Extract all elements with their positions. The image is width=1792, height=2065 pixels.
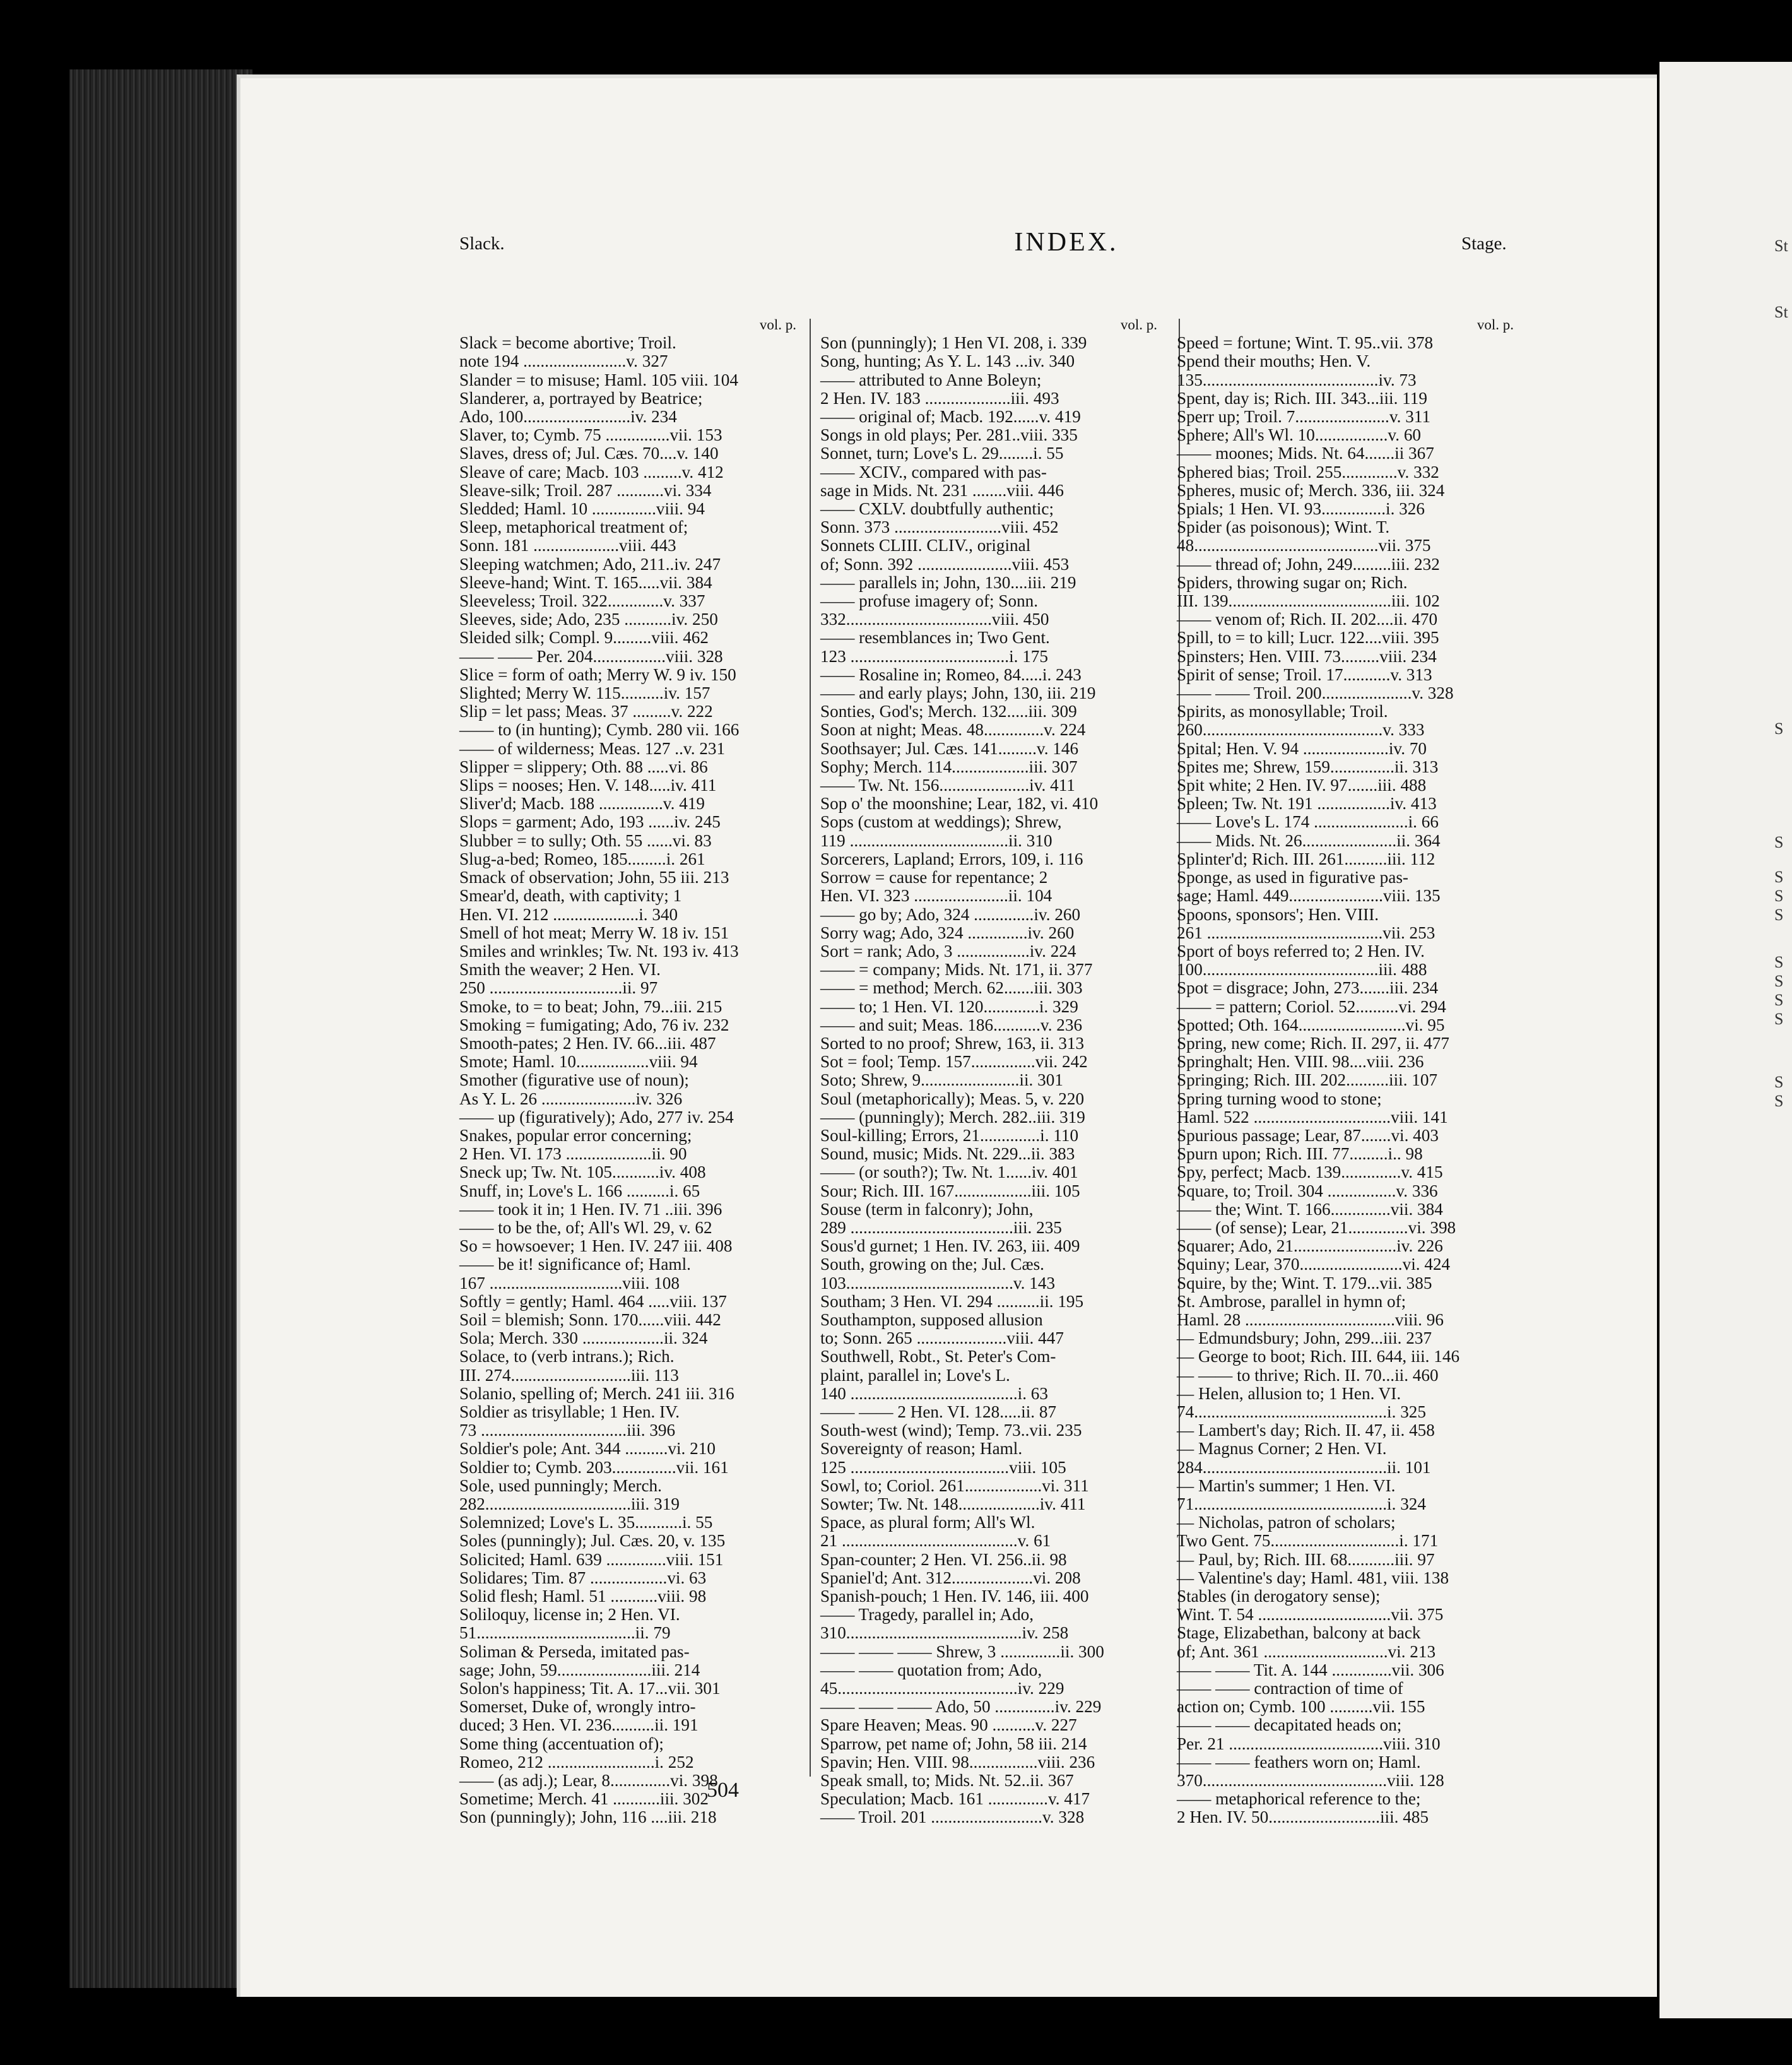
index-entry: Slanderer, a, portrayed by Beatrice;	[459, 388, 703, 408]
index-entry: Snakes, popular error concerning;	[459, 1125, 692, 1145]
index-entry: Soil = blemish; Sonn. 170......viii. 442	[459, 1310, 721, 1329]
index-entry: Soul-killing; Errors, 21..............i. 110	[820, 1125, 1079, 1145]
index-entry: —— profuse imagery of; Sonn.	[820, 591, 1039, 611]
index-entry: 71.............................................i. 324	[1177, 1494, 1426, 1513]
index-entry: Sort = rank; Ado, 3 .................iv. 224	[820, 941, 1076, 961]
index-entry: Spring, new come; Rich. II. 297, ii. 477	[1177, 1033, 1449, 1053]
index-entry: —— (of sense); Lear, 21..............vi. 398	[1177, 1217, 1456, 1237]
index-entry: —— = company; Mids. Nt. 171, ii. 377	[820, 960, 1093, 979]
index-entry: Smooth-pates; 2 Hen. IV. 66...iii. 487	[459, 1033, 716, 1053]
index-entry: Spirits, as monosyllable; Troil.	[1177, 702, 1388, 721]
index-entry: Some thing (accentuation of);	[459, 1734, 664, 1753]
index-entry: Slip = let pass; Meas. 37 .........v. 222	[459, 702, 713, 721]
index-entry: —— —— contraction of time of	[1177, 1679, 1403, 1698]
index-entry: Speed = fortune; Wint. T. 95..vii. 378	[1177, 333, 1434, 353]
index-entry: Ado, 100.........................iv. 234	[459, 407, 677, 427]
index-entry: Spy, perfect; Macb. 139..............v. 415	[1177, 1163, 1443, 1182]
index-entry: plaint, parallel in; Love's L.	[820, 1365, 1010, 1385]
index-entry: sage; John, 59......................iii. 214	[459, 1660, 700, 1679]
index-entry: Spit white; 2 Hen. IV. 97.......iii. 488	[1177, 776, 1427, 795]
index-entry: Sleeping watchmen; Ado, 211..iv. 247	[459, 554, 721, 574]
facing-page-letter: S	[1774, 972, 1784, 990]
index-entry: 261 .........................................vii. 253	[1177, 923, 1435, 942]
index-entry: Smoke, to = to beat; John, 79...iii. 215	[459, 997, 722, 1016]
index-entry: Spheres, music of; Merch. 336, iii. 324	[1177, 480, 1445, 500]
index-entry: Sleave of care; Macb. 103 .........v. 412	[459, 462, 724, 482]
index-entry: Slug-a-bed; Romeo, 185.........i. 261	[459, 849, 705, 868]
index-entry: Squiny; Lear, 370........................vi. 424	[1177, 1255, 1451, 1274]
index-entry: Solanio, spelling of; Merch. 241 iii. 316	[459, 1383, 734, 1403]
index-entry: Springhalt; Hen. VIII. 98....viii. 236	[1177, 1052, 1424, 1072]
index-entry: Sour; Rich. III. 167..................iii. 105	[820, 1181, 1080, 1200]
index-entry: Span-counter; 2 Hen. VI. 256..ii. 98	[820, 1549, 1067, 1569]
index-entry: —— —— —— Shrew, 3 ..............ii. 300	[820, 1642, 1104, 1661]
index-entry: —— —— Per. 204.................viii. 328	[459, 646, 723, 666]
index-entry: Spurious passage; Lear, 87.......vi. 403	[1177, 1125, 1439, 1145]
index-entry: Smith the weaver; 2 Hen. VI.	[459, 960, 661, 979]
index-entry: Spoons, sponsors'; Hen. VIII.	[1177, 904, 1379, 924]
index-entry: So = howsoever; 1 Hen. IV. 247 iii. 408	[459, 1236, 733, 1256]
index-entry: Slipper = slippery; Oth. 88 .....vi. 86	[459, 757, 708, 776]
index-entry: Soldier's pole; Ant. 344 ..........vi. 210	[459, 1439, 716, 1459]
index-entry: III. 274............................iii. 113	[459, 1365, 679, 1385]
index-entry: —— and early plays; John, 130, iii. 219	[820, 683, 1096, 703]
index-entry: Sledded; Haml. 10 ...............viii. 94	[459, 499, 705, 519]
index-entry: 310.........................................iv. 258	[820, 1623, 1069, 1643]
index-entry: of; Ant. 361 .............................vi. 213	[1177, 1642, 1436, 1661]
index-entry: —— and suit; Meas. 186...........v. 236	[820, 1015, 1083, 1034]
index-entry: 2 Hen. IV. 183 ....................iii. 493	[820, 388, 1059, 408]
index-entry: —— the; Wint. T. 166..............vii. 384	[1177, 1199, 1443, 1219]
index-entry: Spiders, throwing sugar on; Rich.	[1177, 572, 1408, 592]
index-entry: Solid flesh; Haml. 51 ...........viii. 98	[459, 1587, 707, 1606]
index-entry: — George to boot; Rich. III. 644, iii. 146	[1177, 1347, 1460, 1366]
index-entry: —— Love's L. 174 ......................i. 66	[1177, 812, 1439, 832]
index-entry: Solon's happiness; Tit. A. 17...vii. 301	[459, 1679, 721, 1698]
index-entry: Slice = form of oath; Merry W. 9 iv. 150	[459, 665, 736, 684]
index-entry: As Y. L. 26 ......................iv. 326	[459, 1089, 683, 1108]
facing-page-letter: S	[1774, 833, 1784, 851]
index-entry: 250 ...............................ii. 97	[459, 978, 658, 998]
index-entry: Souse (term in falconry); John,	[820, 1199, 1034, 1219]
index-entry: 125 .....................................viii. 105	[820, 1457, 1066, 1477]
facing-page-letter: S	[1774, 906, 1784, 924]
running-head-left: Slack.	[459, 234, 505, 254]
index-entry: Slaves, dress of; Jul. Cæs. 70....v. 140	[459, 444, 719, 463]
page-number: 504	[707, 1778, 739, 1802]
index-entry: —— of wilderness; Meas. 127 ..v. 231	[459, 738, 726, 758]
index-entry: Spavin; Hen. VIII. 98................viii. 236	[820, 1752, 1095, 1772]
index-entry: Slips = nooses; Hen. V. 148.....iv. 411	[459, 776, 717, 795]
index-entry: —— Tragedy, parallel in; Ado,	[820, 1605, 1034, 1624]
index-entry: Sleep, metaphorical treatment of;	[459, 518, 688, 537]
index-entry: Sonn. 373 .........................viii. 452	[820, 518, 1059, 537]
index-entry: Slander = to misuse; Haml. 105 viii. 104	[459, 370, 738, 389]
index-entry: Spaniel'd; Ant. 312...................vi. 208	[820, 1568, 1081, 1587]
index-entry: Sonties, God's; Merch. 132.....iii. 309	[820, 702, 1077, 721]
index-entry: 2 Hen. VI. 173 ....................ii. 90	[459, 1144, 687, 1164]
page-title: INDEX.	[1014, 228, 1119, 257]
index-entry: —— thread of; John, 249.........iii. 232	[1177, 554, 1440, 574]
index-entry: Southwell, Robt., St. Peter's Com-	[820, 1347, 1056, 1366]
index-entry: Spites me; Shrew, 159...............ii. 313	[1177, 757, 1439, 776]
facing-page-letter: S	[1774, 868, 1784, 886]
index-entry: — Martin's summer; 1 Hen. VI.	[1177, 1476, 1396, 1495]
index-entry: Soto; Shrew, 9.......................ii. 301	[820, 1070, 1063, 1090]
facing-page-letter: S	[1774, 887, 1784, 905]
index-entry: Hen. VI. 323 ......................ii. 104	[820, 886, 1052, 906]
index-entry: —— Mids. Nt. 26......................ii. 364	[1177, 831, 1441, 850]
index-entry: —— —— Tit. A. 144 ..............vii. 306	[1177, 1660, 1444, 1679]
facing-page	[1659, 62, 1792, 2018]
index-entry: —— took it in; 1 Hen. IV. 71 ..iii. 396	[459, 1199, 722, 1219]
index-entry: Sorted to no proof; Shrew, 163, ii. 313	[820, 1033, 1085, 1053]
index-entry: Sleave-silk; Troil. 287 ...........vi. 334	[459, 480, 712, 500]
index-entry: Sphered bias; Troil. 255.............v. 332	[1177, 462, 1439, 482]
index-entry: Spring turning wood to stone;	[1177, 1089, 1382, 1108]
index-entry: Sovereignty of reason; Haml.	[820, 1439, 1023, 1459]
index-entry: 282..................................iii. 319	[459, 1494, 680, 1513]
index-entry: —— (punningly); Merch. 282..iii. 319	[820, 1107, 1085, 1127]
index-entry: Squire, by the; Wint. T. 179...vii. 385	[1177, 1273, 1432, 1293]
index-entry: —— parallels in; John, 130....iii. 219	[820, 572, 1076, 592]
index-entry: 119 .....................................ii. 310	[820, 831, 1052, 850]
index-entry: 103.......................................v. 143	[820, 1273, 1056, 1293]
index-entry: Sot = fool; Temp. 157...............vii. 242	[820, 1052, 1088, 1072]
index-entry: — Helen, allusion to; 1 Hen. VI.	[1177, 1383, 1401, 1403]
index-entry: Sowl, to; Coriol. 261..................vi. 311	[820, 1476, 1089, 1495]
facing-page-letter: S	[1774, 991, 1784, 1009]
index-entry: sage in Mids. Nt. 231 ........viii. 446	[820, 480, 1064, 500]
index-entry: Sops (custom at weddings); Shrew,	[820, 812, 1062, 832]
index-entry: Sneck up; Tw. Nt. 105...........iv. 408	[459, 1163, 706, 1182]
index-entry: —— to; 1 Hen. VI. 120.............i. 329	[820, 997, 1078, 1016]
index-entry: —— Troil. 201 ..........................v. 328	[820, 1808, 1085, 1827]
index-entry: Smoking = fumigating; Ado, 76 iv. 232	[459, 1015, 729, 1034]
index-entry: —— moones; Mids. Nt. 64.......ii 367	[1177, 444, 1434, 463]
index-entry: Southam; 3 Hen. VI. 294 ..........ii. 195	[820, 1291, 1084, 1311]
index-entry: —— to be the, of; All's Wl. 29, v. 62	[459, 1217, 712, 1237]
index-entry: Splinter'd; Rich. III. 261..........iii. 112	[1177, 849, 1435, 868]
book-fore-edge	[69, 69, 252, 1988]
index-column-2	[820, 316, 1161, 1827]
index-entry: duced; 3 Hen. VI. 236..........ii. 191	[459, 1715, 699, 1735]
index-entry: — Magnus Corner; 2 Hen. VI.	[1177, 1439, 1387, 1459]
index-entry: —— Tw. Nt. 156.....................iv. 411	[820, 776, 1075, 795]
index-entry: 370...........................................viii. 128	[1177, 1771, 1444, 1790]
index-entry: Soles (punningly); Jul. Cæs. 20, v. 135	[459, 1531, 726, 1551]
index-entry: —— metaphorical reference to the;	[1177, 1789, 1421, 1809]
column-head: vol. p.	[1120, 317, 1157, 333]
index-entry: Son (punningly); 1 Hen VI. 208, i. 339	[820, 333, 1087, 353]
index-entry: — Nicholas, patron of scholars;	[1177, 1513, 1396, 1532]
index-entry: Sleeveless; Troil. 322.............v. 337	[459, 591, 705, 611]
index-entry: Slubber = to sully; Oth. 55 ......vi. 83	[459, 831, 712, 850]
index-entry: — Valentine's day; Haml. 481, viii. 138	[1177, 1568, 1449, 1587]
index-entry: Somerset, Duke of, wrongly intro-	[459, 1697, 696, 1717]
index-entry: —— —— 2 Hen. VI. 128.....ii. 87	[820, 1402, 1057, 1421]
index-entry: Softly = gently; Haml. 464 .....viii. 137	[459, 1291, 727, 1311]
index-entry: 73 ..................................iii. 396	[459, 1421, 676, 1440]
index-entry: —— CXLV. doubtfully authentic;	[820, 499, 1054, 519]
index-entry: 51.....................................ii. 79	[459, 1623, 671, 1643]
index-entry: Smell of hot meat; Merry W. 18 iv. 151	[459, 923, 729, 942]
index-entry: —— = method; Merch. 62.......iii. 303	[820, 978, 1083, 998]
index-entry: South, growing on the; Jul. Cæs.	[820, 1255, 1044, 1274]
index-entry: Speak small, to; Mids. Nt. 52..ii. 367	[820, 1771, 1074, 1790]
index-entry: Sometime; Merch. 41 ...........iii. 302	[459, 1789, 709, 1809]
index-entry: 48...........................................vii. 375	[1177, 536, 1431, 555]
index-entry: —— —— decapitated heads on;	[1177, 1715, 1402, 1735]
index-entry: Per. 21 ....................................viii. 310	[1177, 1734, 1441, 1753]
index-entry: —— resemblances in; Two Gent.	[820, 628, 1050, 648]
index-entry: Soliman & Perseda, imitated pas-	[459, 1642, 690, 1661]
index-entry: Smear'd, death, with captivity; 1	[459, 886, 682, 906]
index-entry: 167 ...............................viii. 108	[459, 1273, 680, 1293]
index-entry: 135.........................................iv. 73	[1177, 370, 1417, 389]
index-entry: Spital; Hen. V. 94 ....................iv. 70	[1177, 738, 1427, 758]
index-entry: —— attributed to Anne Boleyn;	[820, 370, 1042, 389]
index-entry: St. Ambrose, parallel in hymn of;	[1177, 1291, 1406, 1311]
index-entry: Sport of boys referred to; 2 Hen. IV.	[1177, 941, 1425, 961]
index-entry: Song, hunting; As Y. L. 143 ...iv. 340	[820, 352, 1075, 371]
index-entry: 140 .......................................i. 63	[820, 1383, 1048, 1403]
index-entry: 123 .....................................i. 175	[820, 646, 1048, 666]
index-entry: Smiles and wrinkles; Tw. Nt. 193 iv. 413	[459, 941, 739, 961]
index-entry: Sophy; Merch. 114..................iii. 307	[820, 757, 1078, 776]
index-entry: —— —— —— Ado, 50 ..............iv. 229	[820, 1697, 1102, 1717]
index-entry: Slops = garment; Ado, 193 ......iv. 245	[459, 812, 721, 832]
index-entry: Son (punningly); John, 116 ....iii. 218	[459, 1808, 717, 1827]
index-entry: Spials; 1 Hen. VI. 93...............i. 326	[1177, 499, 1425, 519]
index-entry: Soon at night; Meas. 48..............v. 224	[820, 720, 1086, 740]
index-entry: Sowter; Tw. Nt. 148...................iv. 411	[820, 1494, 1086, 1513]
index-entry: —— go by; Ado, 324 ..............iv. 260	[820, 904, 1081, 924]
facing-page-letter: S	[1774, 953, 1784, 971]
index-entry: Hen. VI. 212 ....................i. 340	[459, 904, 678, 924]
index-entry: Solidares; Tim. 87 ..................vi. 63	[459, 1568, 707, 1587]
index-entry: Smack of observation; John, 55 iii. 213	[459, 868, 729, 887]
index-entry: Spurn upon; Rich. III. 77.........i.. 98	[1177, 1144, 1423, 1164]
column-divider	[810, 319, 811, 1777]
index-entry: Speculation; Macb. 161 ..............v. 417	[820, 1789, 1090, 1809]
facing-page-letter: S	[1774, 1073, 1784, 1091]
index-entry: Springing; Rich. III. 202..........iii. 107	[1177, 1070, 1438, 1090]
index-entry: Songs in old plays; Per. 281..viii. 335	[820, 425, 1078, 445]
index-entry: Sop o' the moonshine; Lear, 182, vi. 410	[820, 794, 1099, 814]
index-entry: —— to (in hunting); Cymb. 280 vii. 166	[459, 720, 740, 740]
index-entry: —— (as adj.); Lear, 8..............vi. 398	[459, 1771, 718, 1790]
index-entry: Sorry wag; Ado, 324 ..............iv. 260	[820, 923, 1075, 942]
index-entry: 332..................................viii. 450	[820, 610, 1049, 629]
index-entry: Sola; Merch. 330 ...................ii. 324	[459, 1328, 708, 1348]
index-entry: Two Gent. 75..............................i. 171	[1177, 1531, 1439, 1551]
index-entry: action on; Cymb. 100 ..........vii. 155	[1177, 1697, 1425, 1717]
index-entry: 260..........................................v. 333	[1177, 720, 1425, 740]
index-entry: Soldier to; Cymb. 203...............vii. 161	[459, 1457, 729, 1477]
facing-page-letter: S	[1774, 1092, 1784, 1110]
index-entry: Slack = become abortive; Troil.	[459, 333, 676, 353]
index-entry: Sleeves, side; Ado, 235 ...........iv. 250	[459, 610, 718, 629]
index-entry: 2 Hen. IV. 50..........................iii. 485	[1177, 1808, 1429, 1827]
facing-page-letter: S	[1774, 719, 1784, 738]
index-entry: Sorcerers, Lapland; Errors, 109, i. 116	[820, 849, 1083, 868]
index-entry: Sonnets CLIII. CLIV., original	[820, 536, 1031, 555]
index-entry: Spleen; Tw. Nt. 191 .................iv. 413	[1177, 794, 1437, 814]
index-entry: — —— to thrive; Rich. II. 70...ii. 460	[1177, 1365, 1439, 1385]
index-column-3	[1177, 316, 1518, 1827]
index-entry: Stage, Elizabethan, balcony at back	[1177, 1623, 1421, 1643]
index-entry: Sonn. 181 ....................viii. 443	[459, 536, 676, 555]
index-entry: Solemnized; Love's L. 35...........i. 55	[459, 1513, 713, 1532]
index-entry: Spotted; Oth. 164.........................vi. 95	[1177, 1015, 1445, 1034]
index-entry: Spent, day is; Rich. III. 343...iii. 119	[1177, 388, 1427, 408]
index-entry: Solicited; Haml. 639 ..............viii. 151	[459, 1549, 724, 1569]
index-entry: Sorrow = cause for repentance; 2	[820, 868, 1048, 887]
index-entry: Spider (as poisonous); Wint. T.	[1177, 518, 1390, 537]
index-entry: — Paul, by; Rich. III. 68...........iii. 97	[1177, 1549, 1435, 1569]
index-entry: Sole, used punningly; Merch.	[459, 1476, 662, 1495]
index-entry: Haml. 522 ................................viii. 141	[1177, 1107, 1448, 1127]
index-entry: Spanish-pouch; 1 Hen. IV. 146, iii. 400	[820, 1587, 1089, 1606]
index-entry: —— be it! significance of; Haml.	[459, 1255, 691, 1274]
column-head: vol. p.	[759, 317, 796, 333]
index-entry: — Edmundsbury; John, 299...iii. 237	[1177, 1328, 1432, 1348]
index-entry: —— Rosaline in; Romeo, 84.....i. 243	[820, 665, 1082, 684]
index-entry: Sous'd gurnet; 1 Hen. IV. 263, iii. 409	[820, 1236, 1080, 1256]
index-entry: Solace, to (verb intrans.); Rich.	[459, 1347, 675, 1366]
index-entry: —— up (figuratively); Ado, 277 iv. 254	[459, 1107, 734, 1127]
index-entry: Haml. 28 ...................................viii. 96	[1177, 1310, 1444, 1329]
index-entry: Soldier as trisyllable; 1 Hen. IV.	[459, 1402, 680, 1421]
index-entry: —— —— feathers worn on; Haml.	[1177, 1752, 1421, 1772]
index-entry: Sponge, as used in figurative pas-	[1177, 868, 1408, 887]
index-entry: Wint. T. 54 ...............................vii. 375	[1177, 1605, 1444, 1624]
index-entry: to; Sonn. 265 .....................viii. 447	[820, 1328, 1064, 1348]
index-entry: Soul (metaphorically); Meas. 5, v. 220	[820, 1089, 1085, 1108]
facing-page-letter: S	[1774, 1010, 1784, 1028]
index-entry: —— XCIV., compared with pas-	[820, 462, 1047, 482]
index-entry: —— venom of; Rich. II. 202....ii. 470	[1177, 610, 1438, 629]
index-entry: Slighted; Merry W. 115..........iv. 157	[459, 683, 710, 703]
index-entry: Sonnet, turn; Love's L. 29........i. 55	[820, 444, 1064, 463]
index-entry: Square, to; Troil. 304 ................v. 336	[1177, 1181, 1438, 1200]
facing-page-letter: St	[1774, 303, 1788, 321]
index-entry: Slaver, to; Cymb. 75 ...............vii. 153	[459, 425, 722, 445]
index-entry: Squarer; Ado, 21........................iv. 226	[1177, 1236, 1443, 1256]
index-entry: 45..........................................iv. 229	[820, 1679, 1064, 1698]
index-entry: 289 ......................................iii. 235	[820, 1217, 1062, 1237]
index-entry: Romeo, 212 .........................i. 252	[459, 1752, 694, 1772]
index-entry: Sperr up; Troil. 7......................v. 311	[1177, 407, 1431, 427]
index-entry: Soliloquy, license in; 2 Hen. VI.	[459, 1605, 680, 1624]
index-entry: Sparrow, pet name of; John, 58 iii. 214	[820, 1734, 1087, 1753]
index-entry: Sliver'd; Macb. 188 ...............v. 419	[459, 794, 705, 814]
index-entry: 21 .........................................v. 61	[820, 1531, 1051, 1551]
index-entry: Spare Heaven; Meas. 90 ..........v. 227	[820, 1715, 1077, 1735]
index-entry: Sound, music; Mids. Nt. 229...ii. 383	[820, 1144, 1075, 1164]
index-entry: Space, as plural form; All's Wl.	[820, 1513, 1035, 1532]
index-entry: Soothsayer; Jul. Cæs. 141.........v. 146	[820, 738, 1079, 758]
index-entry: Smote; Haml. 10.................viii. 94	[459, 1052, 698, 1072]
index-entry: —— —— Troil. 200.....................v. 328	[1177, 683, 1454, 703]
index-entry: Spinsters; Hen. VIII. 73.........viii. 234	[1177, 646, 1437, 666]
index-entry: —— (or south?); Tw. Nt. 1......iv. 401	[820, 1163, 1078, 1182]
index-entry: Spirit of sense; Troil. 17...........v. 313	[1177, 665, 1432, 684]
index-entry: Spot = disgrace; John, 273.......iii. 234	[1177, 978, 1439, 998]
index-entry: Snuff, in; Love's L. 166 ..........i. 65	[459, 1181, 700, 1200]
column-head: vol. p.	[1477, 317, 1514, 333]
index-entry: —— —— quotation from; Ado,	[820, 1660, 1042, 1679]
index-entry: Smother (figurative use of noun);	[459, 1070, 689, 1090]
index-entry: note 194 ........................v. 327	[459, 352, 668, 371]
index-entry: Sphere; All's Wl. 10.................v. 60	[1177, 425, 1422, 445]
index-entry: Southampton, supposed allusion	[820, 1310, 1043, 1329]
index-entry: of; Sonn. 392 ......................viii. 453	[820, 554, 1070, 574]
index-entry: sage; Haml. 449......................viii. 135	[1177, 886, 1441, 906]
index-entry: 284...........................................ii. 101	[1177, 1457, 1431, 1477]
facing-page-letter: St	[1774, 237, 1788, 255]
index-entry: 100.........................................iii. 488	[1177, 960, 1427, 979]
index-entry: — Lambert's day; Rich. II. 47, ii. 458	[1177, 1421, 1435, 1440]
index-entry: Sleided silk; Compl. 9.........viii. 462	[459, 628, 709, 648]
index-entry: —— = pattern; Coriol. 52..........vi. 294	[1177, 997, 1446, 1016]
index-entry: Sleeve-hand; Wint. T. 165.....vii. 384	[459, 572, 712, 592]
running-head-right: Stage.	[1461, 234, 1507, 254]
index-entry: 74.............................................i. 325	[1177, 1402, 1426, 1421]
index-entry: —— original of; Macb. 192......v. 419	[820, 407, 1081, 427]
index-entry: Spill, to = to kill; Lucr. 122....viii. 395	[1177, 628, 1439, 648]
index-entry: Stables (in derogatory sense);	[1177, 1587, 1381, 1606]
index-entry: Spend their mouths; Hen. V.	[1177, 352, 1371, 371]
index-entry: III. 139......................................iii. 102	[1177, 591, 1440, 611]
index-entry: South-west (wind); Temp. 73..vii. 235	[820, 1421, 1082, 1440]
